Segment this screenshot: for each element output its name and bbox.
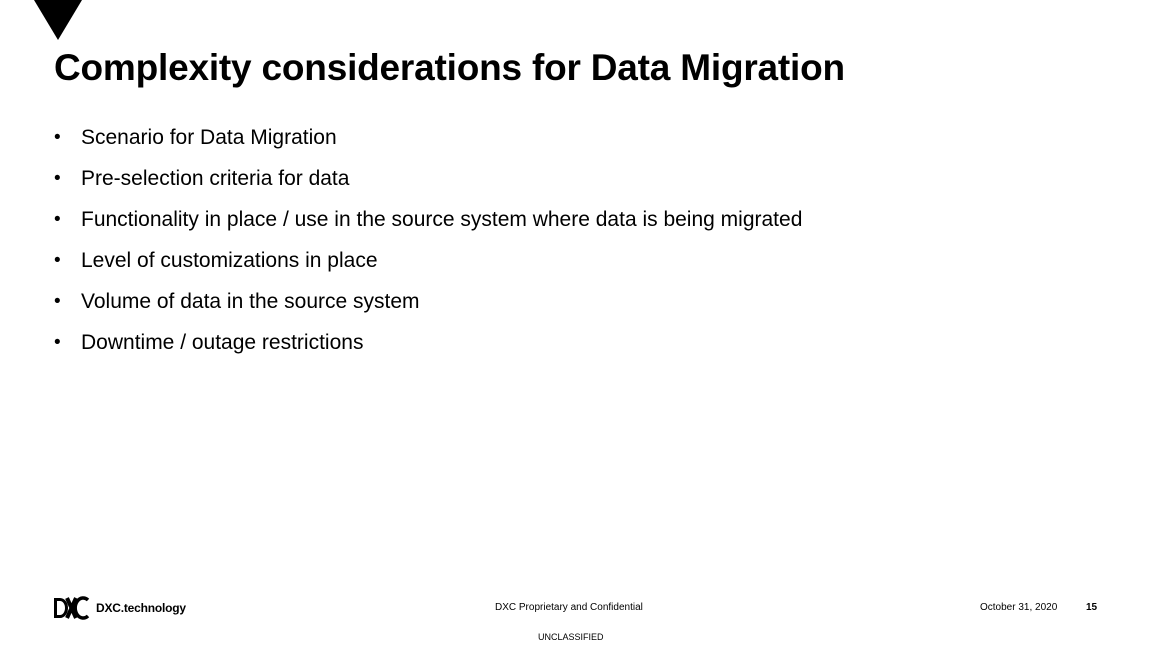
bullet-item xyxy=(54,206,802,247)
dxc-logo xyxy=(54,596,186,620)
bullet-text: Volume of data in the source system xyxy=(81,290,420,313)
slide-date: October 31, 2020 xyxy=(980,602,1058,613)
bullet-item xyxy=(54,247,802,288)
bullet-text: Level of customizations in place xyxy=(81,249,378,272)
bullet-dot: • xyxy=(54,209,61,230)
logo-wordmark: DXC.technology xyxy=(96,601,186,615)
down-triangle-icon xyxy=(34,0,82,40)
bullet-item xyxy=(54,329,802,370)
bullet-dot: • xyxy=(54,291,61,312)
bullet-dot: • xyxy=(54,127,61,148)
bullet-item xyxy=(54,124,802,165)
bullet-text: Scenario for Data Migration xyxy=(81,126,337,149)
bullet-dot: • xyxy=(54,250,61,271)
bullet-dot: • xyxy=(54,332,61,353)
confidential-label: DXC Proprietary and Confidential xyxy=(495,602,643,613)
bullet-item xyxy=(54,165,802,206)
bullet-text: Downtime / outage restrictions xyxy=(81,331,364,354)
bullet-text: Pre-selection criteria for data xyxy=(81,167,350,190)
bullet-list xyxy=(54,124,802,370)
classification-label: UNCLASSIFIED xyxy=(538,632,604,642)
bullet-dot: • xyxy=(54,168,61,189)
bullet-item xyxy=(54,288,802,329)
slide-title: Complexity considerations for Data Migration xyxy=(54,47,845,88)
page-number: 15 xyxy=(1086,602,1098,613)
dxc-logo-icon xyxy=(54,596,90,620)
bullet-text: Functionality in place / use in the source system where data is being migrated xyxy=(81,208,803,231)
